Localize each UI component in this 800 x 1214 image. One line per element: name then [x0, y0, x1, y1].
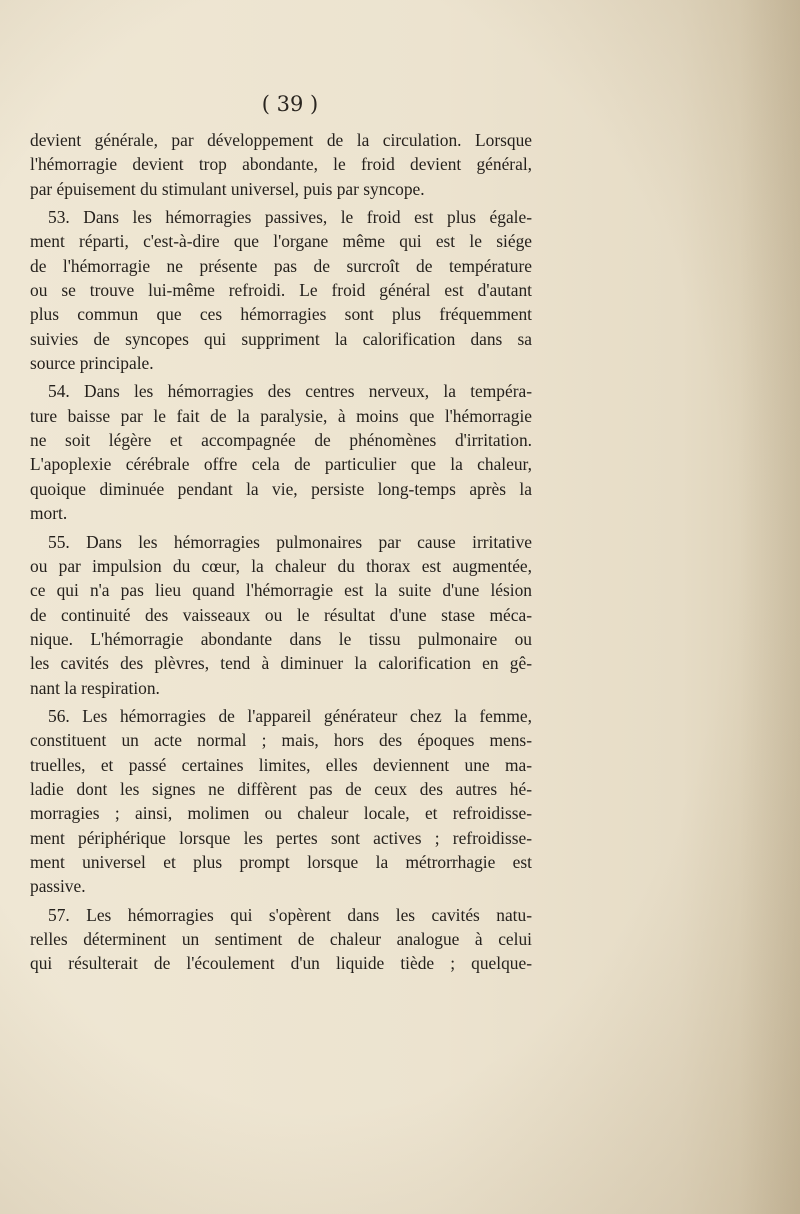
paragraph-57 — [30, 903, 532, 976]
text-line: source principale. — [30, 353, 154, 374]
text-line: ment universel et plus prompt lorsque la métrorrhagie est — [30, 851, 532, 872]
text-line: L'apoplexie cérébrale offre cela de particulier que la chaleur, — [30, 454, 532, 475]
text-line: de continuité des vaisseaux ou le résultat d'une stase méca- — [30, 604, 532, 625]
page-number: ( 39 ) — [261, 92, 319, 116]
text-line: devient générale, par développement de la circulation. Lorsque — [30, 130, 532, 150]
paragraph-53 — [30, 205, 532, 375]
text-line: ou par impulsion du cœur, la chaleur du thorax est augmentée, — [30, 555, 532, 576]
text-line: constituent un acte normal ; mais, hors des époques mens- — [30, 730, 532, 751]
paragraph-continuation — [30, 128, 532, 201]
paragraph-55 — [30, 530, 532, 700]
text-line: 57. Les hémorragies qui s'opèrent dans les cavités natu- — [48, 904, 532, 925]
text-line: quoique diminuée pendant la vie, persiste long-temps après la — [30, 478, 532, 499]
text-line: de l'hémorragie ne présente pas de surcroît de température — [30, 255, 532, 276]
text-line: plus commun que ces hémorragies sont plus fréquemment — [30, 304, 532, 325]
text-line: 56. Les hémorragies de l'appareil générateur chez la femme, — [48, 705, 532, 726]
page-edge-shadow — [740, 0, 800, 1214]
text-line: qui résulterait de l'écoulement d'un liquide tiède ; quelque- — [30, 953, 532, 974]
paragraph-54 — [30, 379, 532, 525]
text-line: nant la respiration. — [30, 677, 160, 698]
text-line: 53. Dans les hémorragies passives, le froid est plus égale- — [48, 207, 532, 228]
text-line: ment périphérique lorsque les pertes sont actives ; refroidisse- — [30, 827, 532, 848]
text-line: ladie dont les signes ne diffèrent pas de ceux des autres hé- — [30, 778, 532, 799]
text-line: ou se trouve lui-même refroidi. Le froid général est d'autant — [30, 280, 532, 301]
text-line: morragies ; ainsi, molimen ou chaleur locale, et refroidisse- — [30, 803, 532, 824]
text-line: ce qui n'a pas lieu quand l'hémorragie est la suite d'une lésion — [30, 580, 532, 601]
text-line: passive. — [30, 876, 86, 897]
text-line: mort. — [30, 503, 68, 524]
text-line: 55. Dans les hémorragies pulmonaires par cause irritative — [48, 531, 532, 552]
body-text — [30, 128, 532, 976]
text-line: ment réparti, c'est-à-dire que l'organe même qui est le siége — [30, 231, 532, 252]
text-line: les cavités des plèvres, tend à diminuer la calorification en gê- — [30, 653, 532, 674]
text-line: suivies de syncopes qui suppriment la calorification dans sa — [30, 328, 532, 349]
text-line: ne soit légère et accompagnée de phénomènes d'irritation. — [30, 430, 532, 451]
text-line: relles déterminent un sentiment de chaleur analogue à celui — [30, 929, 532, 949]
text-line: l'hémorragie devient trop abondante, le froid devient général, — [30, 154, 532, 175]
text-line: ture baisse par le fait de la paralysie, à moins que l'hémorragie — [30, 405, 532, 426]
text-line: nique. L'hémorragie abondante dans le tissu pulmonaire ou — [30, 628, 532, 649]
text-line: truelles, et passé certaines limites, elles deviennent une ma- — [30, 754, 532, 775]
paragraph-56 — [30, 704, 532, 899]
text-line: par épuisement du stimulant universel, puis par syncope. — [30, 178, 425, 199]
text-line: 54. Dans les hémorragies des centres nerveux, la tempéra- — [48, 381, 532, 402]
